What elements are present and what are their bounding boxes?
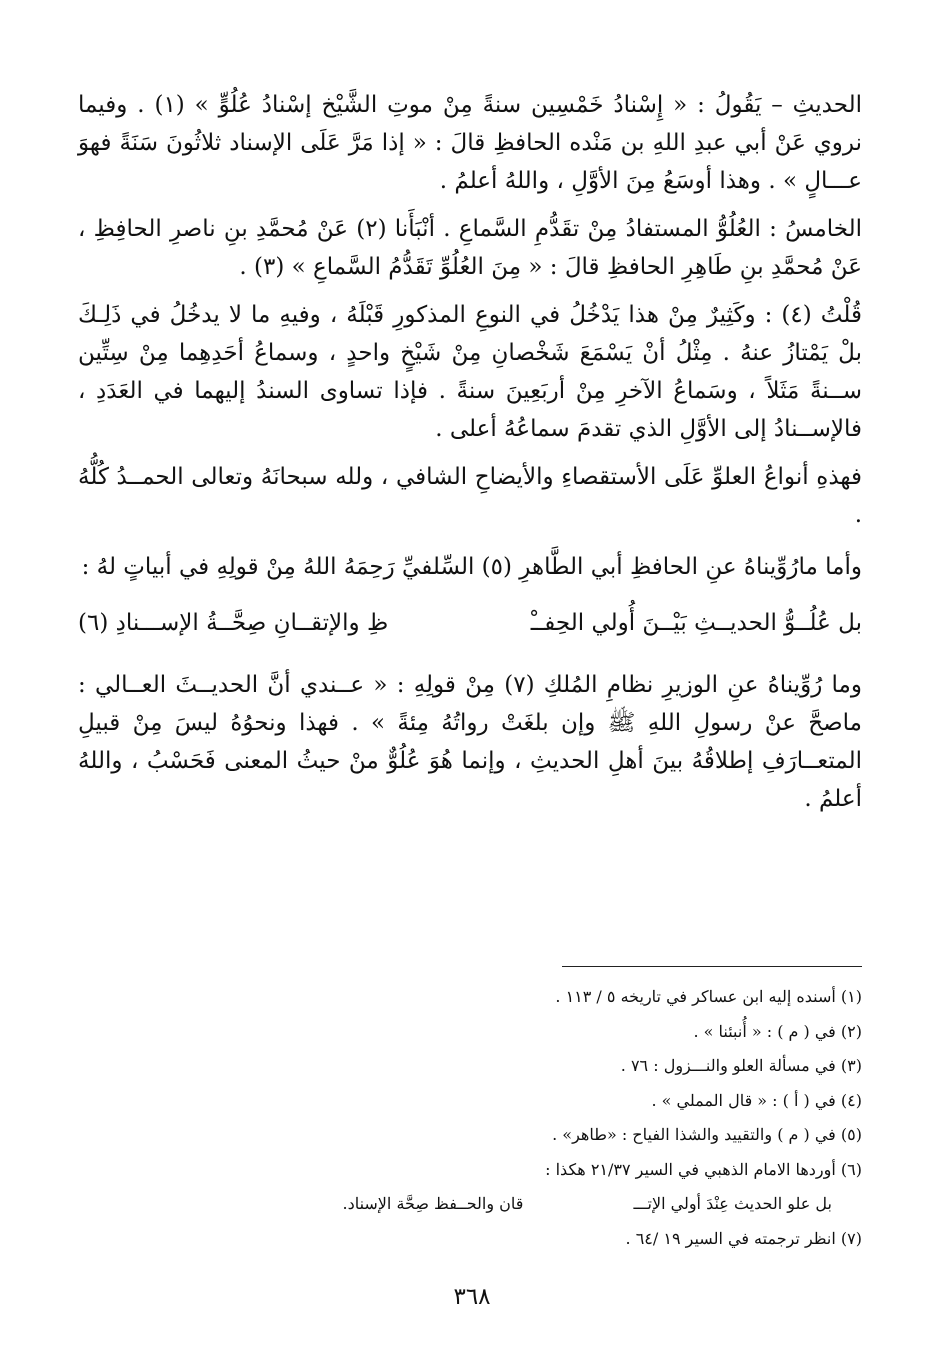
poem-verse — [78, 604, 862, 642]
closing-paragraph: وما رُوِّيناهُ عنِ الوزيرِ نظامِ المُلكِ (٧) مِنْ قولِهِ : « عــندي أنَّ الحديــثَ العــالي : ماصحَّ عنْ رسولِ اللهِ ﷺ وإن بلغَتْ رواتُهُ مِئةً » . فهذا ونحوُهُ ليسَ مِنْ قبيلِ المتعــارَفِ إطلاقُهُ بينَ أهلِ الحديثِ ، وإنما هُوَ عُلُوٌّ منْ حيثُ المعنى فَحَسْبُ ، واللهُ أعلمُ . — [78, 672, 862, 812]
footnote-6: (٦) أوردها الامام الذهبي في السير ٢١/٣٧ هكذا : — [545, 1159, 862, 1179]
paragraph-3: قُلْتُ (٤) : وكَثِيرٌ مِنْ هذا يَدْخُلُ في النوعِ المذكورِ قَبْلَهُ ، وفيهِ ما لا يدخُلُ في ذَلِـكَ بلْ يَمْتازُ عنهُ . مِثْلُ أنْ يَسْمَعَ شَخْصانِ مِنْ شَيْخٍ واحدٍ ، وسماعُ أحَدِهِما مِنْ سِتِّين ســنةً مَثَلاً ، وسَماعُ الآخرِ مِنْ أربَعِينَ سنةً . فإذا تساوى السندُ إليهما في العَدَدِ ، فالإســنادُ إلى الأوَّلِ الذي تقدمَ سماعُهُ أعلى . — [78, 302, 862, 442]
footnote-divider — [562, 966, 862, 967]
poem-first-hemistich: بل عُلُــوُّ الحديــثِ بَيْــنَ أُولي الحِفــْ — [530, 610, 862, 636]
footnotes — [90, 980, 862, 1256]
footnote-4: (٤) في ( أ ) : « قال المملي » . — [651, 1090, 862, 1110]
footnote-poem — [90, 1187, 862, 1222]
footnote-3: (٣) في مسألة العلو والنـــزول : ٧٦ . — [620, 1056, 862, 1075]
main-text — [78, 86, 862, 828]
footnote-poem-first: بل علو الحديث عِنْدَ أولي الإتـــ — [633, 1194, 832, 1213]
poem-intro: وأما مارُوِّيناهُ عنِ الحافظِ أبي الطَّاهرِ (٥) السِّلفيِّ رَحِمَهُ اللهُ مِنْ قولِهِ في أبياتٍ لهُ : — [81, 554, 862, 580]
footnote-1: (١) أسنده إليه ابن عساكر في تاريخه ٥ / ١١٣ . — [555, 987, 862, 1006]
paragraph-2: الخامسُ : العُلُوُّ المستفادُ مِنْ تقَدُّمِ السَّماعِ . أنْبَأَنا (٢) عَنْ مُحمَّدِ بنِ ناصرِ الحافِظِ ، عَنْ مُحمَّدِ بنِ طَاهِرِ الحافظِ قالَ : « مِنَ العُلُوِّ تَقَدُّمُ السَّماعِ » (٣) . — [78, 216, 862, 280]
paragraph-1: الحديثِ – يَقُولُ : « إِسْنادُ خَمْسِين سنةً مِنْ موتِ الشَّيْخ إسْنادُ عُلُوٍّ » (١) . وفيما نروي عَنْ أبي عبدِ اللهِ بن مَنْده الحافظِ قالَ : « إذا مَرَّ عَلَى الإسناد ثلاثُونَ سَنَةً فهوَ عـــالٍ » . وهذا أوسَعُ مِنَ الأوَّلِ ، واللهُ أعلمُ . — [78, 92, 862, 194]
footnote-2: (٢) في ( م ) : « أُنبئنا » . — [693, 1021, 862, 1041]
footnote-5: (٥) في ( م ) والتقييد والشذا الفياح : «طاهر» . — [552, 1125, 862, 1144]
footnote-poem-second: قان والحــفظ صِحَّة الإسناد. — [342, 1194, 524, 1213]
page-number: ٣٦٨ — [453, 1284, 491, 1310]
footnote-7: (٧) انظر ترجمته في السير ١٩ /٦٤ . — [625, 1228, 862, 1248]
poem-second-hemistich: ظِ والإتقــانِ صِحَّــةُ الإســـنادِ (٦) — [78, 610, 389, 636]
paragraph-4: فهذهِ أنواعُ العلوِّ عَلَى الأستقصاءِ والأيضاحِ الشافي ، ولله سبحانَهُ وتعالى الحمــدُ كُلُّهُ . — [78, 464, 862, 528]
